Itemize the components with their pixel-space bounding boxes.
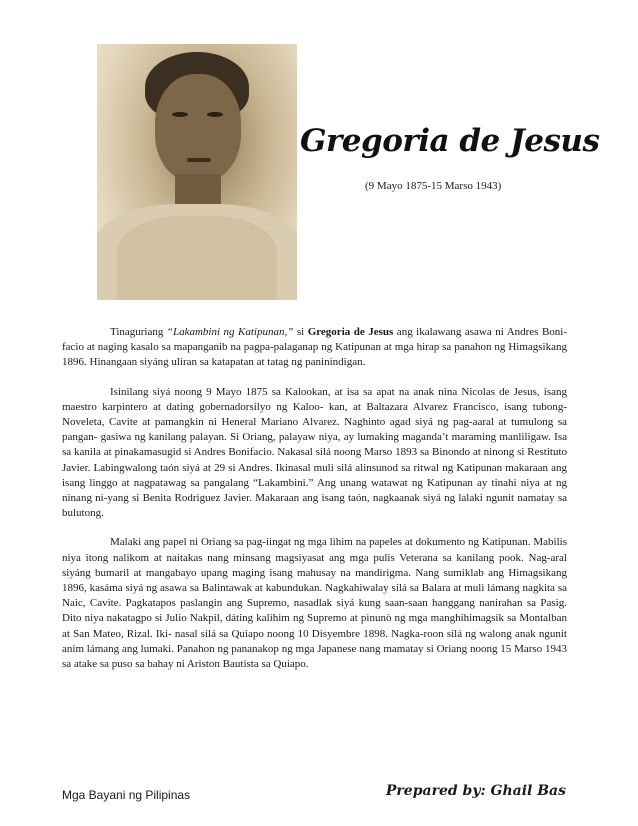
footer-series-title: Mga Bayani ng Pilipinas	[62, 788, 191, 802]
p1-text-e: ang ikalawang asawa ni Andres Boni- facio at naging kasalo sa mapanganib na pagpa-palaganap ng Katipunan at mga hirap sa panahon ng Himagsikang 1896. Hinangaan siyáng uliran sa katapatan at tatag ng paninindigan.	[62, 326, 568, 369]
portrait-photo	[97, 44, 297, 300]
page-title: Gregoria de Jesus	[300, 123, 600, 159]
paragraph-2: Isinilang siyá noong 9 Mayo 1875 sa Kalookan, at isa sa apat na anak nina Nicolas de Jesus, isang maestro karpintero at dating gobernadorsilyo ng Kaloo- kan, at Baltazara Alvarez Francisco, isang tubong-Noveleta, Cavite at pamangkin ni Heneral Mariano Alvarez. Naghinto agad siyá ng pag-aaral at tumulong sa pangan- gasiwa ng kanilang palayan. Si Oriang, palayaw niya, ay lumaking maganda’t maraming manliligaw. Isa sa kanila at pinakamasugid si Andres Bonifacio. Nakasal silá noong Marso 1893 sa Binondo at ninong si Restituto Javier. Labingwalong taón siyá at 29 si Andres. Ikinasal muli silá alinsunod sa ritwal ng Katipunan makaraan ang isang linggo at nagpatawag sa pangalang “Lakambini.” Ang unang watawat ng Katipunan ay tinahi niya at ng ninang ni-yang si Benita Rodriguez Javier. Makaraan ang isang taón, nagkaanak siyá ng lalaki ngunit namatay sa bulutong.	[62, 385, 567, 520]
footer-author: Prepared by: Ghail Bas	[385, 783, 566, 799]
biography-body	[62, 325, 567, 686]
p1-name: Gregoria de Jesus	[307, 326, 394, 338]
paragraph-3: Malaki ang papel ni Oriang sa pag-iingat ng mga lihim na papeles at dokumento ng Katipunan. Mabilis niya itong nalikom at naitakas nang minsang magsiyasat ang mga pulis Veterana sa kanilang pook. Nag-aral siyáng bumaril at mangabayo upang maging isang mahusay na mandirigma. Nang sumiklab ang Himagsikang 1896, kasáma siyá ng asawa sa Balintawak at kabundukan. Nagkahiwalay silá sa Balara at muli lámang nagkita sa Naic, Cavite. Pagkatapos paslangin ang Supremo, nasadlak siyá kung saan-saan hanggang nanirahan sa Pasig. Dito niya nakatagpo si Julio Nakpil, dáting kalihim ng Supremo at pinunò ng mga manghihimagsik sa Montalban at San Mateo, Rizal. Iki- nasal silá sa Quiapo noong 10 Disyembre 1898. Nagka-roon silá ng walong anak ngunit anim lámang ang lumaki. Panahon ng pananakop ng mga Japanese nang mamatay si Oriang noong 15 Marso 1943 sa atake sa puso sa bahay ni Ariston Bautista sa Quiapo.	[62, 536, 567, 671]
paragraph-1	[62, 325, 567, 371]
life-dates: (9 Mayo 1875-15 Marso 1943)	[365, 180, 502, 192]
p1-text-c: si	[293, 326, 308, 338]
p1-nickname: “Lakambini ng Katipunan,”	[166, 326, 294, 338]
p1-text-a: Tinaguriang	[110, 326, 167, 338]
